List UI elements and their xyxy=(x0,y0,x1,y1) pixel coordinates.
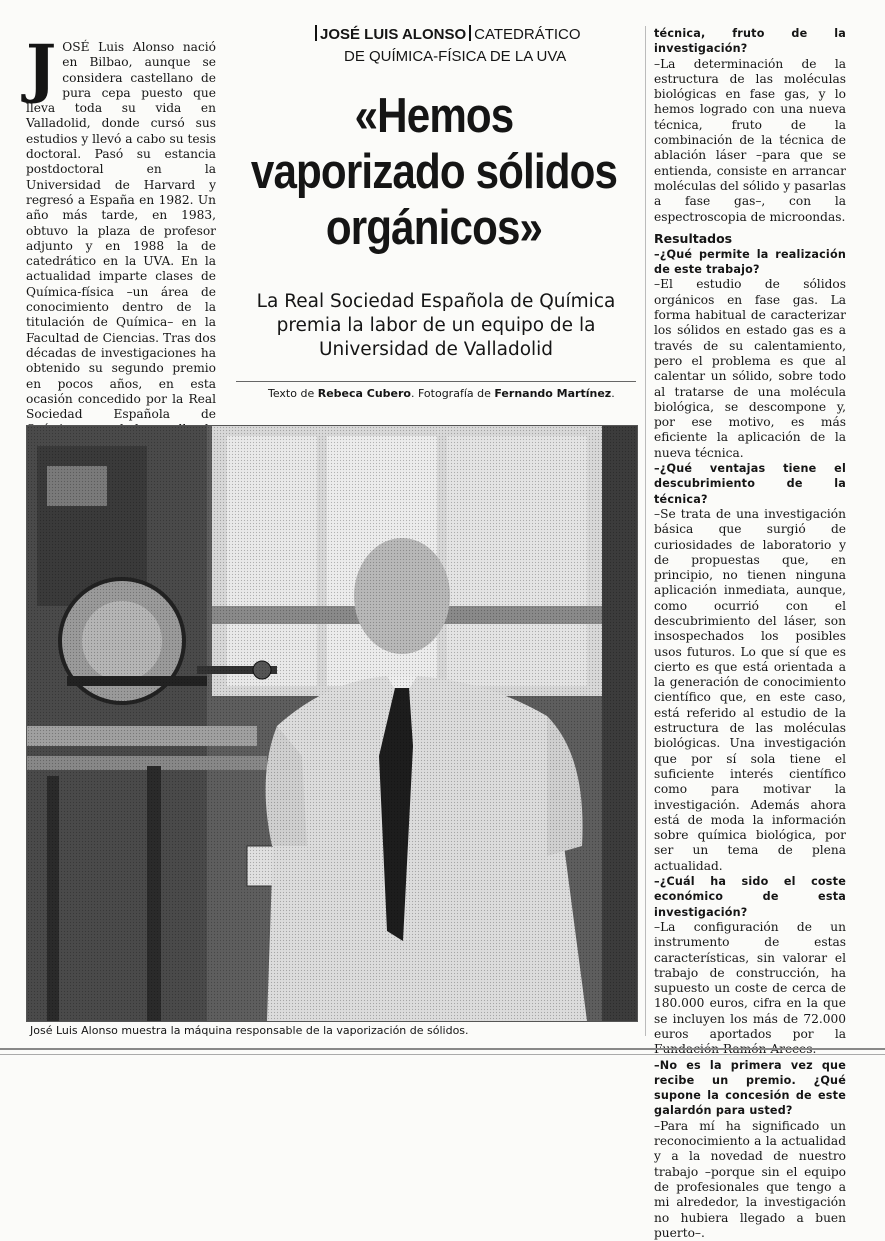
question-1-end: técnica, fruto de la investigación? xyxy=(654,27,846,56)
byline-photo-prefix: . Fotografía de xyxy=(411,387,495,400)
kicker-role-1: CATEDRÁTICO xyxy=(474,26,581,43)
kicker xyxy=(312,24,612,68)
drop-cap: J xyxy=(26,31,57,106)
interview-column xyxy=(654,26,846,1241)
article-photo xyxy=(26,425,638,1022)
kicker-bar-left xyxy=(315,25,317,41)
answer-3: –Se trata de una investigación básica que surgió de curiosidades de laboratorio y de propuestas que, en principio, no tienen ninguna aplicación inmediata, aunque, como ocurrió con el descubrimiento del láser, son insospechados los posibles usos futuros. Lo que sí que es cierto es que está orientada a la generación de conocimiento científico que, en este caso, está referido al estudio de la estructura de las moléculas biológicas. Una investigación que por sí sola tiene el suficiente interés científico como para motivar la investigación. Además ahora está de moda la información sobre química biológica, por ser un tema de plena actualidad. xyxy=(654,506,846,873)
byline-text-prefix: Texto de xyxy=(268,387,318,400)
column-rule xyxy=(645,26,646,1036)
kicker-role-2: DE QUÍMICA-FÍSICA DE LA UVA xyxy=(344,48,567,65)
photo-caption: José Luis Alonso muestra la máquina responsable de la vaporización de sólidos. xyxy=(30,1024,469,1037)
intro-paragraph: OSÉ Luis Alonso nació en Bilbao, aunque se considera castellano de pura cepa puesto que lleva toda su vida en Valladolid, donde cursó sus estudios y llevó a cabo su tesis doctoral. Pasó su estancia postdoctoral en la Universidad de Harvard y regresó a España en 1982. Un año más tarde, en 1983, obtuvo la plaza de profesor adjunto y en 1988 la de catedrático en la UVA. En la actualidad imparte clases de Química-física –un área de conocimiento dentro de la titulación de Química– en la Facultad de Ciencias. Tras dos décadas de investigaciones ha obtenido su segundo premio en pocos años, en esta ocasión concedido por la Real Sociedad Española de xyxy=(26,40,216,422)
byline xyxy=(268,387,628,401)
answer-1: –La determinación de la estructura de las moléculas biológicas en fase gas, y lo hemos logrado con una nueva técnica, fruto de la combinación de la técnica de ablación láser –para que se entienda, consiste en arrancar moléculas del sólido y pasarlas a fase gas–, con la espectroscopia de microondas. xyxy=(654,56,846,224)
subheadline: La Real Sociedad Española de Química premia la labor de un equipo de la Universidad de Valladolid xyxy=(256,291,616,360)
byline-end: . xyxy=(611,387,615,400)
byline-author: Rebeca Cubero xyxy=(317,387,411,400)
answer-2: –El estudio de sólidos orgánicos en fase gas. La forma habitual de caracterizar los sólidos en estado gas es a través de su calentamiento, pero el problema es que al calentar un sólido, sobre todo al tratarse de una molécula biológica, se descompone y, por ese motivo, es más eficiente la aplicación de la nueva técnica. xyxy=(654,277,846,460)
subhead-rule xyxy=(236,381,636,382)
section-heading: Resultados xyxy=(654,230,733,246)
bottom-rule xyxy=(0,1048,885,1050)
kicker-bar-mid xyxy=(469,25,471,41)
question-5: –No es la primera vez que recibe un premio. ¿Qué supone la concesión de este galardón para usted? xyxy=(654,1058,846,1118)
answer-4: –La configuración de un instrumento de estas características, sin valorar el trabajo de construcción, ha supuesto un coste de cerca de 180.000 euros, cifra en la que se incluyen los más de 72.000 euros aportados por la xyxy=(654,919,846,1041)
byline-photographer: Fernando Martínez xyxy=(494,387,612,400)
answer-5: –Para mí ha significado un reconocimiento a la actualidad y a la novedad de nuestro trabajo –porque sin el equipo de profesionales que tengo a mi alrededor, la investigación no hubiera llegado a buen puerto–. xyxy=(654,1118,846,1240)
bottom-rule-thin xyxy=(0,1054,885,1055)
headline: «Hemos vaporizado sólidos orgánicos» xyxy=(250,89,618,255)
question-4: –¿Cuál ha sido el coste económico de esta investigación? xyxy=(654,875,846,919)
question-3: –¿Qué ventajas tiene el descubrimiento de la técnica? xyxy=(654,462,846,506)
question-2: –¿Qué permite la realización de este trabajo? xyxy=(654,247,846,277)
kicker-name: JOSÉ LUIS ALONSO xyxy=(320,26,467,43)
